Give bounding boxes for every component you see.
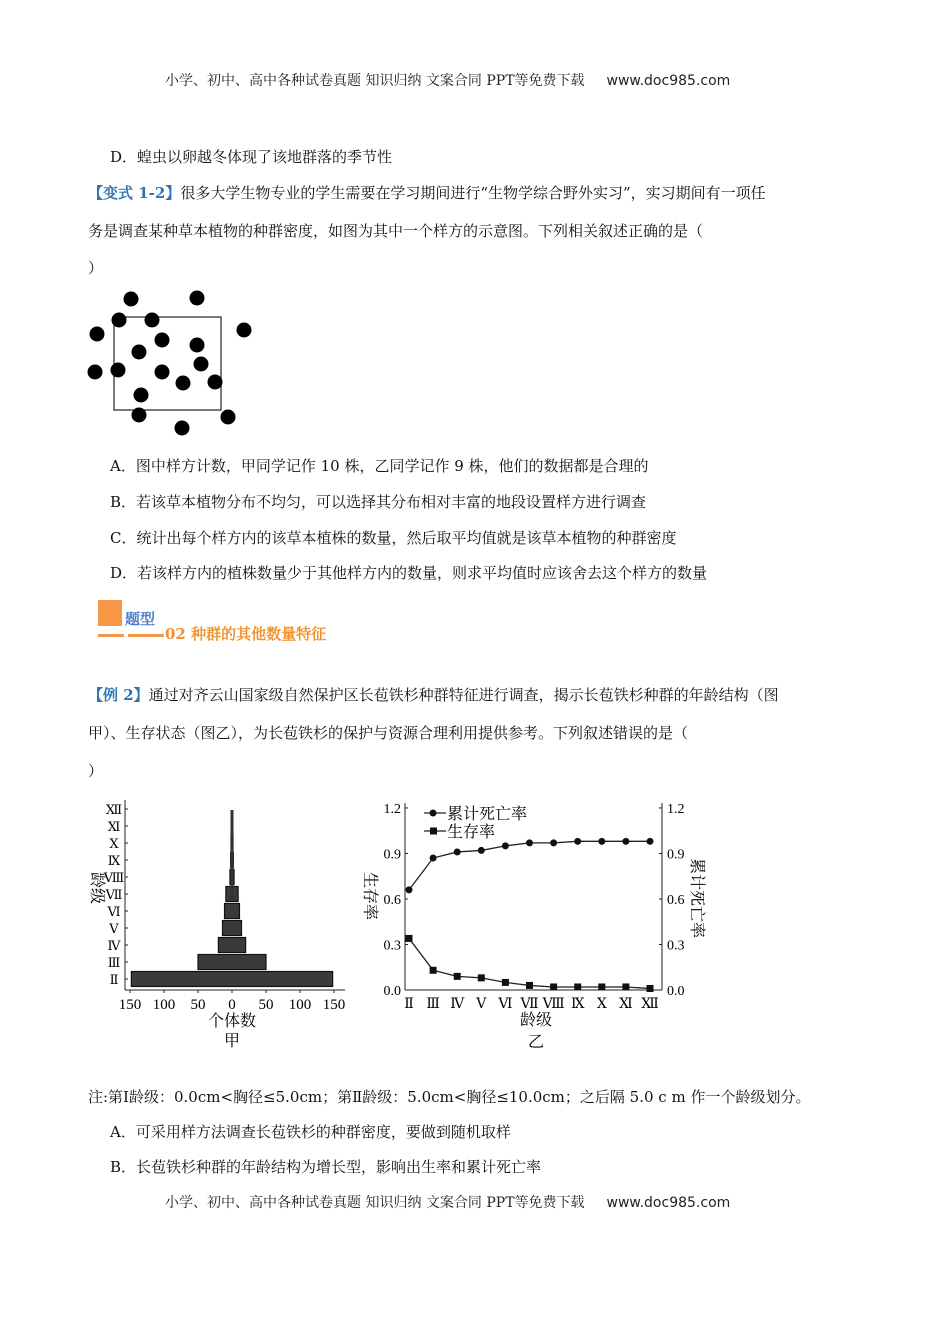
question-text: 通过对齐云山国家级自然保护区长苞铁杉种群特征进行调查，揭示长苞铁杉种群的年龄结构（图 [148, 686, 779, 704]
age-bar [222, 921, 241, 936]
section-badge: 题型 [125, 610, 156, 628]
x-tick-label: 100 [152, 997, 176, 1013]
footer-link[interactable]: www.doc985.com [606, 1195, 731, 1211]
y-tick-label: Ⅴ [109, 921, 119, 936]
mortality-point [454, 848, 461, 855]
mortality-point [502, 842, 509, 849]
right-y-tick-label: 0.9 [667, 847, 685, 863]
x-tick-label: Ⅻ [641, 997, 659, 1012]
survival-point [598, 983, 605, 990]
survival-point [406, 935, 413, 942]
right-y-tick-label: 0.3 [667, 938, 685, 954]
figure-note: 注:第Ⅰ龄级：0.0cm<胸径≤5.0cm；第Ⅱ龄级：5.0cm<胸径≤10.0cm；之后隔 5.0 c m 作一个龄级划分。 [88, 1088, 811, 1106]
right-y-tick-label: 0.6 [667, 892, 685, 908]
y-axis-title: 龄级 [88, 872, 105, 905]
survival-point [574, 983, 581, 990]
y-tick-label: Ⅳ [107, 938, 121, 953]
question-tag: 【例 2】 [88, 686, 149, 704]
survival-point [430, 967, 437, 974]
x-tick-label: Ⅲ [426, 997, 440, 1012]
option-c: C．统计出每个样方内的该草本植株的数量，然后取平均值就是该草本植物的种群密度 [110, 529, 677, 547]
mortality-point [574, 838, 581, 845]
left-y-tick-label: 0.0 [383, 984, 401, 999]
option-b: B．若该草本植物分布不均匀，可以选择其分布相对丰富的地段设置样方进行调查 [110, 493, 647, 511]
chart-caption: 乙 [527, 1034, 545, 1051]
x-tick-label: Ⅶ [520, 997, 539, 1012]
option-d: D．若该样方内的植株数量少于其他样方内的数量，则求平均值时应该舍去这个样方的数量 [110, 564, 708, 582]
x-tick-label: 100 [288, 997, 312, 1013]
x-axis-title: 龄级 [519, 1012, 553, 1029]
legend-marker [430, 828, 437, 835]
x-tick-label: 50 [190, 997, 206, 1013]
y-tick-label: Ⅷ [103, 870, 125, 885]
y-tick-label: Ⅵ [107, 904, 121, 919]
y-tick-label: Ⅹ [109, 836, 119, 851]
x-tick-label: Ⅸ [570, 997, 585, 1012]
age-bar [131, 972, 332, 987]
right-y-tick-label: 1.2 [667, 801, 685, 817]
footer-text: 小学、初中、高中各种试卷真题 知识归纳 文案合同 PPT等免费下载 [165, 1195, 585, 1211]
age-bar [218, 938, 245, 953]
question-1-line2: 务是调查某种草本植物的种群密度，如图为其中一个样方的示意图。下列相关叙述正确的是（ [88, 222, 704, 240]
x-tick-label: Ⅹ [596, 997, 607, 1012]
mortality-point [647, 838, 654, 845]
mortality-point [622, 838, 629, 845]
left-y-axis-title: 生存率 [361, 872, 378, 921]
chart-caption: 甲 [223, 1033, 241, 1050]
survival-point [502, 979, 509, 986]
legend-marker [430, 810, 437, 817]
left-y-tick-label: 0.6 [383, 892, 401, 908]
x-tick-label: Ⅴ [476, 997, 487, 1012]
y-tick-label: Ⅶ [105, 887, 123, 902]
mortality-point [526, 839, 533, 846]
x-axis-title: 个体数 [207, 1013, 257, 1030]
left-y-tick-label: 0.9 [383, 847, 401, 863]
x-tick-label: 150 [118, 997, 142, 1013]
question-2-line2: 甲）、生存状态（图乙），为长苞铁杉的保护与资源合理利用提供参考。下列叙述错误的是（ [88, 724, 689, 742]
x-tick-label: Ⅺ [619, 997, 633, 1012]
right-y-axis-title: 累计死亡率 [688, 858, 705, 939]
previous-option-d: D．蝗虫以卵越冬体现了该地群落的季节性 [110, 148, 393, 166]
age-bar [225, 904, 240, 919]
series-line-mortality [409, 841, 650, 890]
survival-point [478, 974, 485, 981]
header-text: 小学、初中、高中各种试卷真题 知识归纳 文案合同 PPT等免费下载 [165, 73, 585, 89]
page-footer [165, 1192, 730, 1212]
legend-label: 累计死亡率 [447, 806, 528, 823]
left-y-tick-label: 0.3 [383, 938, 401, 954]
survival-point [550, 983, 557, 990]
question-tag: 【变式 1-2】 [88, 184, 181, 202]
survival-point [647, 985, 654, 992]
y-tick-label: Ⅲ [107, 955, 121, 970]
mortality-point [430, 855, 437, 862]
x-tick-label: Ⅵ [498, 997, 513, 1012]
question-text: 很多大学生物专业的学生需要在学习期间进行“生物学综合野外实习”，实习期间有一项任 [180, 184, 766, 202]
option-a: A．可采用样方法调查长苞铁杉的种群密度，要做到随机取样 [110, 1123, 511, 1141]
x-tick-label: Ⅳ [450, 997, 465, 1012]
mortality-point [478, 847, 485, 854]
option-b: B．长苞铁杉种群的年龄结构为增长型，影响出生率和累计死亡率 [110, 1158, 542, 1176]
survival-point [454, 973, 461, 980]
mortality-point [406, 886, 413, 893]
survival-point [526, 982, 533, 989]
option-a: A．图中样方计数，甲同学记作 10 株，乙同学记作 9 株，他们的数据都是合理的 [110, 457, 649, 475]
y-tick-label: Ⅺ [107, 819, 121, 834]
mortality-point [550, 839, 557, 846]
mortality-point [598, 838, 605, 845]
y-tick-label: Ⅸ [107, 853, 121, 868]
survival-point [622, 983, 629, 990]
series-line-survival [409, 938, 650, 988]
y-tick-label: Ⅱ [109, 972, 119, 987]
y-tick-label: Ⅻ [105, 802, 123, 817]
right-y-tick-label: 0.0 [667, 984, 685, 999]
x-tick-label: 0 [228, 997, 236, 1013]
question-1-line3: ） [88, 259, 104, 277]
x-tick-label: 150 [322, 997, 346, 1013]
section-title: 02 种群的其他数量特征 [165, 625, 327, 643]
left-y-tick-label: 1.2 [383, 801, 401, 817]
header-link[interactable]: www.doc985.com [606, 73, 731, 89]
legend-label: 生存率 [447, 824, 496, 841]
x-tick-label: Ⅷ [542, 997, 565, 1012]
age-bar [198, 955, 266, 970]
x-tick-label: Ⅱ [404, 997, 414, 1012]
x-tick-label: 50 [258, 997, 274, 1013]
question-2-line3: ） [88, 762, 104, 780]
